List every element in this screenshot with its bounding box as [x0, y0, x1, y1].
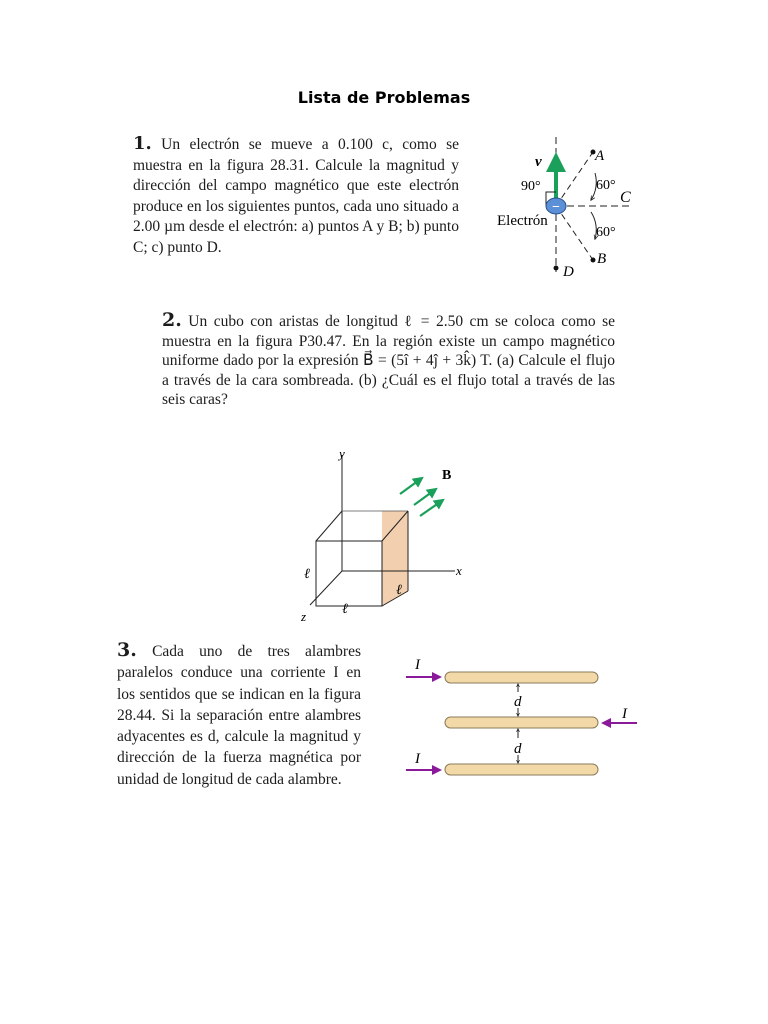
cube-front-face — [316, 541, 382, 606]
electron-label: Electrón — [497, 213, 548, 229]
point-b-dot — [591, 258, 596, 263]
current-label-middle: I — [622, 706, 627, 722]
angle-60-bottom-label: 60° — [596, 225, 616, 240]
point-d-dot — [554, 266, 559, 271]
velocity-label: v⃗ — [535, 154, 554, 170]
wire-middle — [445, 717, 598, 728]
wire-bottom — [445, 764, 598, 775]
line-to-a — [556, 152, 593, 206]
edge-label-bottom: ℓ — [342, 602, 348, 617]
separation-label-1: d — [514, 694, 522, 710]
problem-1-number: 1. — [133, 133, 152, 154]
current-label-bottom: I — [415, 751, 420, 767]
z-axis-label: z — [301, 609, 307, 624]
x-axis-label: x — [456, 563, 462, 578]
wire-top — [445, 672, 598, 683]
problem-1-text: Un electrón se mueve a 0.100 c, como se muestra en la figura 28.31. Calcule la magnitud y dirección del campo magnético que este electrón produce en los siguientes puntos, cada uno situado a 2.00 µm desde el electrón: a) puntos A y B; b) punto C; c) punto D. — [133, 136, 460, 256]
point-d-label: D — [563, 264, 574, 280]
problem-2-text: Un cubo con aristas de longitud ℓ = 2.50 cm se coloca como se muestra en la figura P30.47. En la región existe un campo magnético uniforme dado por la expresión B⃗ = (5î + 4ĵ + 3k̂) T. (a) Calcule el flujo a través de la cara sombreada. (b) ¿Cuál es el flujo total a través de las seis caras? — [162, 313, 616, 408]
point-c-label: C — [620, 189, 631, 206]
figure-p30-47 — [290, 445, 480, 625]
edge-label-right: ℓ — [396, 583, 402, 598]
separation-label-2: d — [514, 741, 522, 757]
electron-sign: − — [552, 200, 560, 215]
field-arrow-3 — [420, 500, 443, 516]
y-axis-label: y — [339, 446, 345, 461]
point-b-label: B — [597, 251, 607, 267]
angle-90-label: 90° — [521, 179, 541, 194]
page-title: Lista de Problemas — [297, 88, 471, 107]
problem-1 — [133, 134, 459, 258]
line-to-b — [556, 206, 593, 260]
problem-2 — [162, 311, 615, 410]
point-a-label: A — [595, 148, 605, 164]
angle-60-top-label: 60° — [596, 178, 616, 193]
problem-3-number: 3. — [117, 639, 137, 661]
figure-28-31 — [490, 132, 650, 282]
field-arrow-2 — [414, 489, 436, 505]
figure-28-44 — [400, 650, 645, 785]
edge-label-left: ℓ — [304, 567, 310, 582]
field-b-label: B⃗ — [442, 468, 463, 483]
z-axis — [310, 571, 342, 605]
problem-3 — [117, 640, 361, 790]
cube-top-left-edge — [316, 511, 342, 541]
field-arrow-1 — [400, 478, 422, 494]
problem-3-text: Cada uno de tres alambres paralelos conduce una corriente I en los sentidos que se indican en la figura 28.44. Si la separación entre alambres adyacentes es d, calcule la magnitud y dirección de la fuerza magnética por unidad de longitud de cada alambre. — [117, 643, 361, 788]
current-label-top: I — [415, 657, 420, 673]
problem-2-number: 2. — [162, 309, 182, 331]
